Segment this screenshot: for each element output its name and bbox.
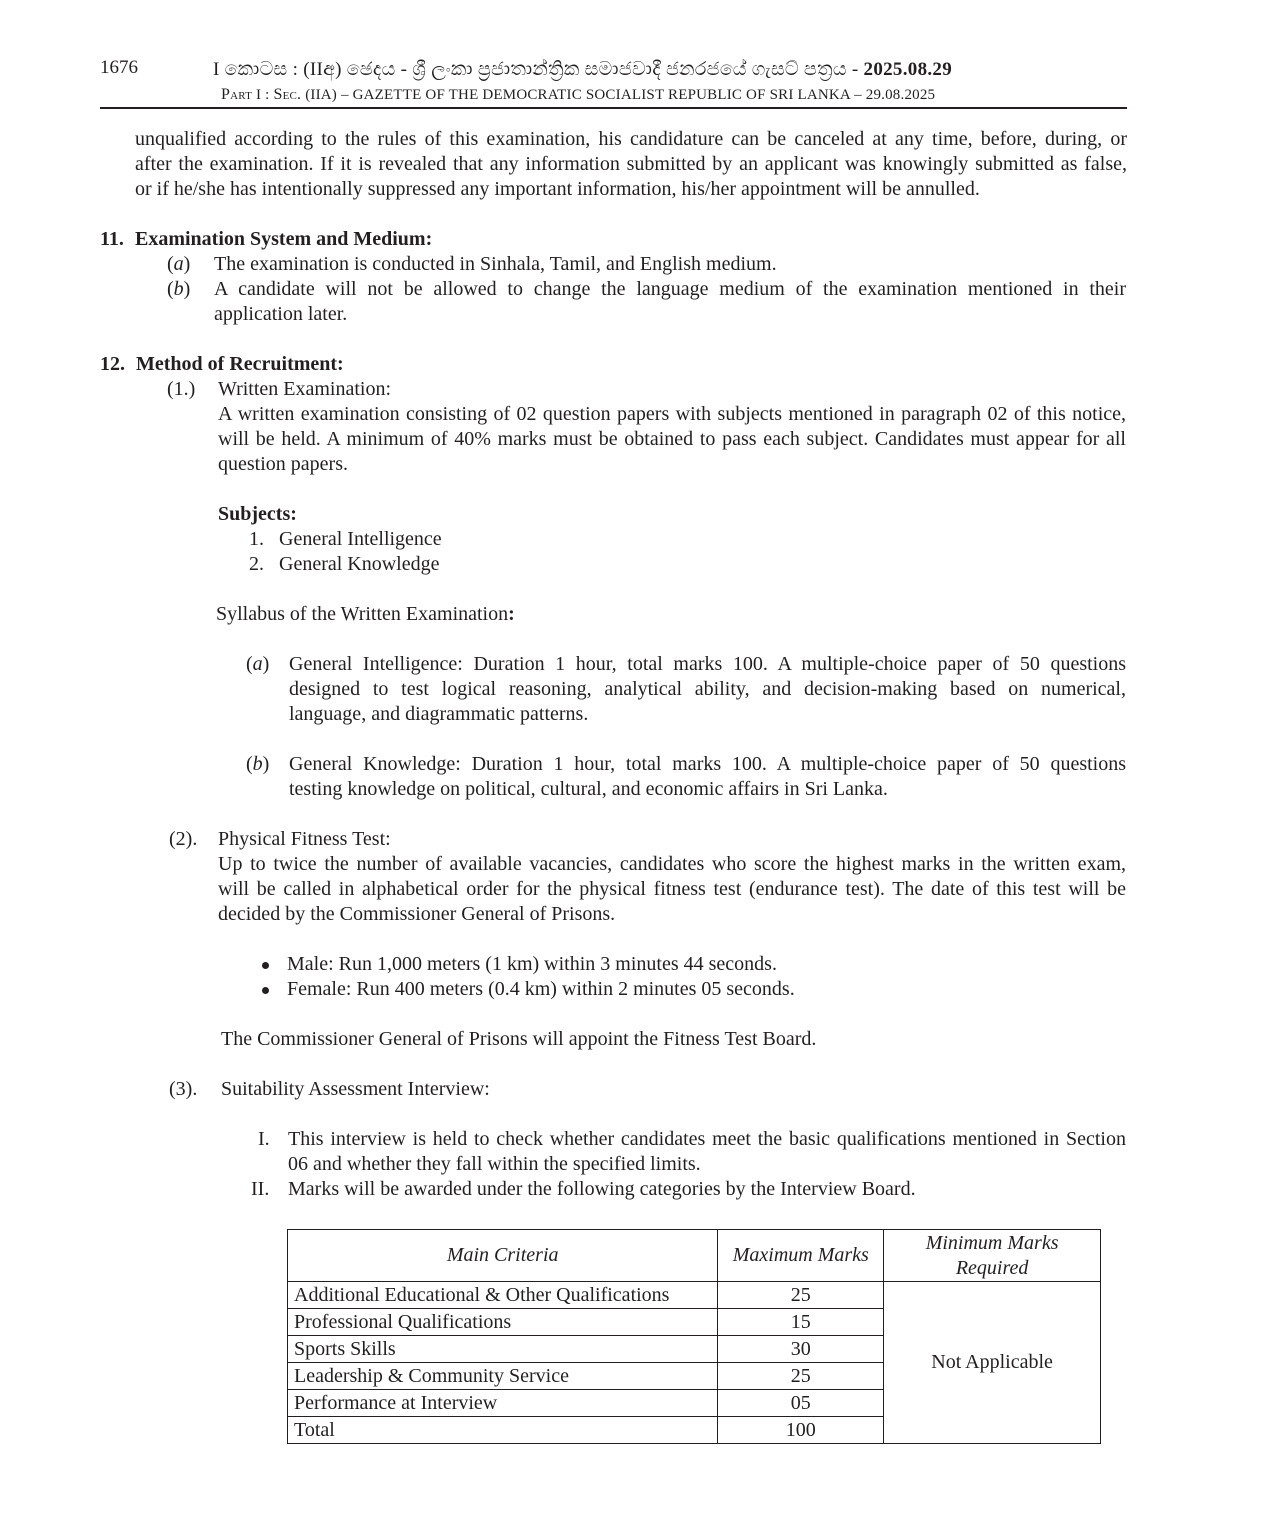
- header-title-english: [221, 82, 935, 108]
- row-max-marks: 30: [718, 1336, 884, 1363]
- header-date-sinhala: 2025.08.29: [863, 59, 953, 80]
- written-exam-line-1: A written examination consisting of 02 question papers with subjects mentioned in paragraph 02 of this notice,: [218, 403, 1126, 425]
- header-minimum-marks-line-1: Minimum Marks: [925, 1231, 1059, 1254]
- fitness-board-note: The Commissioner General of Prisons will appoint the Fitness Test Board.: [221, 1028, 817, 1050]
- written-exam-line-3: question papers.: [218, 453, 348, 475]
- row-criteria: Sports Skills: [288, 1336, 718, 1363]
- section-11-b-letter: b: [173, 278, 184, 300]
- row-max-marks: 100: [718, 1417, 884, 1444]
- interview-i-line-2: 06 and whether they fall within the specified limits.: [288, 1153, 701, 1175]
- interview-label: (3).: [169, 1078, 198, 1100]
- intro-line-2: after the examination. If it is revealed that any information submitted by an applicant was knowingly submitted as false,: [135, 153, 1127, 175]
- header-divider: [100, 107, 1127, 109]
- row-criteria: Additional Educational & Other Qualifications: [288, 1282, 718, 1309]
- header-sec-rest: (IIA) – GAZETTE OF THE DEMOCRATIC SOCIALIST REPUBLIC OF SRI LANKA – 29.08.2025: [305, 87, 936, 103]
- written-exam-title: Written Examination:: [218, 378, 392, 400]
- syllabus-a-label: (a): [246, 653, 270, 675]
- syllabus-a-letter: a: [252, 653, 263, 675]
- row-criteria: Leadership & Community Service: [288, 1363, 718, 1390]
- syllabus-a-line-3: language, and diagrammatic patterns.: [289, 703, 589, 725]
- intro-line-3: or if he/she has intentionally suppressed any important information, his/her appointment will be annulled.: [135, 178, 980, 200]
- header-minimum-marks: [884, 1230, 1101, 1282]
- row-criteria: Performance at Interview: [288, 1390, 718, 1417]
- row-max-marks: 25: [718, 1363, 884, 1390]
- header-maximum-marks: Maximum Marks: [718, 1230, 884, 1282]
- fitness-bullet-female: Female: Run 400 meters (0.4 km) within 2 minutes 05 seconds.: [287, 978, 795, 1000]
- bullet-dot-icon: [262, 977, 269, 1002]
- fitness-test-label: (2).: [169, 828, 198, 850]
- row-criteria: Total: [288, 1417, 718, 1444]
- syllabus-a-line-2: designed to test logical reasoning, analytical ability, and decision-making based on numerical,: [289, 678, 1126, 700]
- section-11-number: 11.: [100, 228, 124, 250]
- syllabus-b-line-2: testing knowledge on political, cultural, and economic affairs in Sri Lanka.: [289, 778, 888, 800]
- section-12-number: 12.: [100, 353, 125, 375]
- header-part-num: I :: [256, 87, 270, 103]
- row-max-marks: 05: [718, 1390, 884, 1417]
- header-part-label: Part: [221, 86, 253, 103]
- fitness-bullet-male: Male: Run 1,000 meters (1 km) within 3 minutes 44 seconds.: [287, 953, 777, 975]
- section-11-b-line-2: application later.: [214, 303, 348, 325]
- section-11-b-line-1: A candidate will not be allowed to change the language medium of the examination mentioned in their: [214, 278, 1126, 300]
- intro-line-1: unqualified according to the rules of this examination, his candidature can be canceled at any time, before, during, or: [135, 128, 1127, 150]
- interview-i-label: I.: [258, 1128, 270, 1150]
- syllabus-b-label: (b): [246, 753, 270, 775]
- syllabus-title-colon: :: [508, 603, 515, 625]
- section-11-b-label: (b): [167, 278, 191, 300]
- written-exam-label: (1.): [167, 378, 196, 400]
- page-number: 1676: [100, 57, 138, 78]
- interview-ii-text: Marks will be awarded under the following categories by the Interview Board.: [288, 1178, 916, 1200]
- header-title-sinhala: [213, 57, 952, 82]
- fitness-test-line-1: Up to twice the number of available vacancies, candidates who score the highest marks in the written exam,: [218, 853, 1126, 875]
- syllabus-b-letter: b: [252, 753, 263, 775]
- interview-ii-label: II.: [251, 1178, 270, 1200]
- subject-2-num: 2.: [249, 553, 264, 575]
- bullet-dot-icon: [262, 952, 269, 977]
- minimum-marks-value: Not Applicable: [884, 1282, 1101, 1444]
- written-exam-line-2: will be held. A minimum of 40% marks must be obtained to pass each subject. Candidates must appear for all: [218, 428, 1126, 450]
- syllabus-title-text: Syllabus of the Written Examination: [216, 603, 509, 625]
- fitness-test-line-3: decided by the Commissioner General of Prisons.: [218, 903, 616, 925]
- header-minimum-marks-line-2: Required: [955, 1256, 1029, 1279]
- row-max-marks: 25: [718, 1282, 884, 1309]
- section-11-title: Examination System and Medium:: [135, 228, 433, 250]
- subjects-title: Subjects:: [218, 503, 297, 525]
- syllabus-b-line-1: General Knowledge: Duration 1 hour, total marks 100. A multiple-choice paper of 50 questions: [289, 753, 1126, 775]
- table-row: [288, 1282, 1101, 1309]
- subject-1-num: 1.: [249, 528, 264, 550]
- fitness-test-title: Physical Fitness Test:: [218, 828, 391, 850]
- syllabus-title: [216, 602, 515, 627]
- table-header-row: [288, 1230, 1101, 1282]
- row-max-marks: 15: [718, 1309, 884, 1336]
- section-11-a-label: (a): [167, 253, 191, 275]
- interview-marks-table: [287, 1229, 1101, 1444]
- section-12-title: Method of Recruitment:: [136, 353, 344, 375]
- header-title-sinhala-text: I කොටස : (IIඅ) ඡෙදය - ශ්‍රී ලංකා ප්‍රජාතාන්ත්‍රික සමාජවාදී ජනරජයේ ගැසට් පත්‍රය -: [213, 59, 859, 80]
- header-main-criteria: Main Criteria: [288, 1230, 718, 1282]
- interview-title: Suitability Assessment Interview:: [221, 1078, 490, 1100]
- section-11-a-letter: a: [173, 253, 184, 275]
- subject-2-name: General Knowledge: [279, 553, 440, 575]
- row-criteria: Professional Qualifications: [288, 1309, 718, 1336]
- header-sec-label: Sec.: [273, 86, 302, 103]
- section-11-a-text: The examination is conducted in Sinhala, Tamil, and English medium.: [214, 253, 777, 275]
- fitness-test-line-2: will be called in alphabetical order for the physical fitness test (endurance test). The date of this test will be: [218, 878, 1126, 900]
- subject-1-name: General Intelligence: [279, 528, 442, 550]
- interview-i-line-1: This interview is held to check whether candidates meet the basic qualifications mentioned in Section: [288, 1128, 1126, 1150]
- syllabus-a-line-1: General Intelligence: Duration 1 hour, total marks 100. A multiple-choice paper of 50 questions: [289, 653, 1126, 675]
